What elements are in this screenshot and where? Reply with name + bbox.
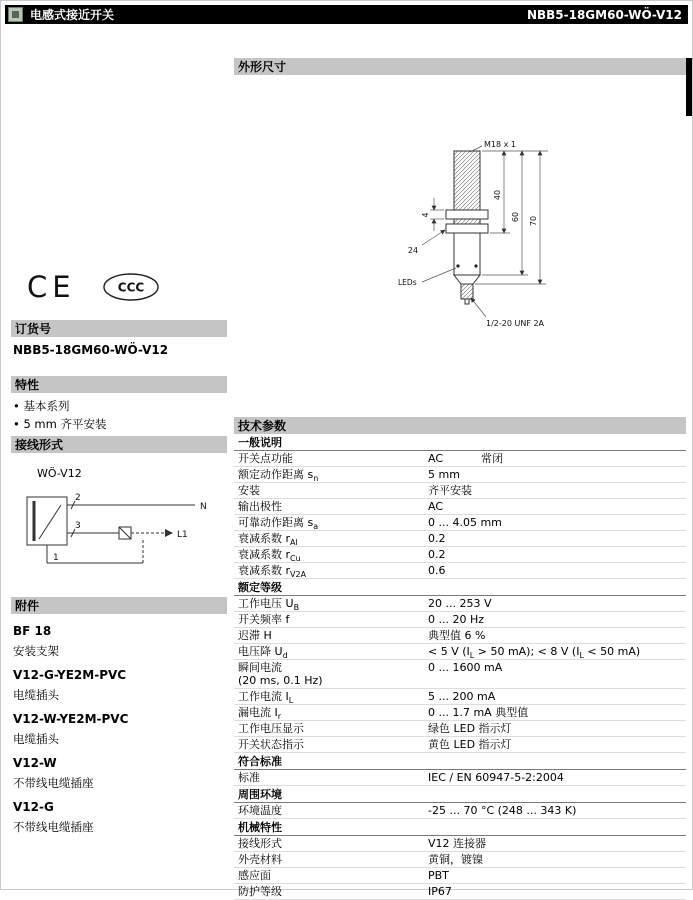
- spec-label: 迟滞 H: [238, 629, 272, 642]
- spec-value: 0.2: [428, 532, 446, 545]
- dim-label-leds: LEDs: [398, 278, 417, 287]
- left-column: [11, 58, 227, 834]
- accessory-name: BF 18: [13, 624, 52, 638]
- spec-label: 感应面: [238, 869, 271, 882]
- dimension-drawing-wrap: [382, 135, 686, 353]
- spec-label: 衰减系数 $r_{Cu}$: [238, 548, 301, 564]
- pin-1-label: 1: [53, 553, 59, 563]
- spec-row: [234, 803, 686, 819]
- certification-logos: [27, 270, 227, 304]
- order-number-value: NBB5-18GM60-WÖ-V12: [13, 343, 169, 357]
- feature-item: • 5 mm 齐平安装: [13, 417, 227, 432]
- spec-label: 衰减系数 $r_{V2A}$: [238, 564, 307, 580]
- spec-value: 0.2: [428, 548, 446, 561]
- section-accessories: 附件: [11, 597, 227, 614]
- spec-value: 20 ... 253 V: [428, 597, 492, 610]
- spec-row: [234, 483, 686, 499]
- accessory-desc: 电缆插头: [13, 688, 59, 702]
- dim-label-4: 4: [421, 212, 430, 218]
- dim-label-70: 70: [529, 215, 538, 227]
- dim-label-thread: M18 x 1: [484, 140, 516, 149]
- l1-arrow: [165, 529, 173, 537]
- pin-l1-label: L1: [177, 530, 188, 540]
- spec-label: 工作电压显示: [238, 722, 304, 735]
- spec-label: 衰减系数 $r_{Al}$: [238, 532, 298, 548]
- spec-row: [234, 737, 686, 753]
- ccc-mark-label: CCC: [117, 280, 144, 295]
- dimension-drawing: [382, 135, 607, 349]
- spec-value: 0 ... 1.7 mA 典型值: [428, 706, 529, 719]
- spec-value: 5 mm: [428, 468, 460, 481]
- led-dot: [474, 264, 477, 267]
- spec-value: -25 ... 70 °C (248 ... 343 K): [428, 804, 577, 817]
- spec-label: 防护等级: [238, 885, 282, 898]
- features-list: [13, 399, 227, 432]
- edge-marker: [686, 58, 692, 116]
- spec-value: 0 ... 4.05 mm: [428, 516, 502, 529]
- led-dot: [456, 264, 459, 267]
- spec-row: [234, 515, 686, 531]
- spec-row: [234, 884, 686, 900]
- spec-row: [234, 721, 686, 737]
- accessory-name: V12-W: [13, 756, 57, 770]
- spec-value: 0 ... 20 Hz: [428, 613, 485, 626]
- spec-value: 0.6: [428, 564, 446, 577]
- accessories-list: [13, 624, 227, 834]
- spec-value: 绿色 LED 指示灯: [428, 722, 512, 735]
- spec-value: < 5 V ($I_L > 50$ mA); < 8 V ($I_L < 50$ mA): [428, 645, 641, 661]
- dim-label-unf: 1/2-20 UNF 2A: [486, 319, 545, 328]
- spec-row: [234, 868, 686, 884]
- dim-label-60: 60: [511, 211, 520, 223]
- feature-item: • 基本系列: [13, 399, 227, 414]
- spec-value: 齐平安装: [428, 484, 472, 497]
- spec-row: [234, 705, 686, 721]
- spec-label: 漏电流 $I_r$: [238, 706, 282, 722]
- spec-label: 外壳材料: [238, 853, 282, 866]
- spec-row: [234, 612, 686, 628]
- accessory-name: V12-W-YE2M-PVC: [13, 712, 129, 726]
- spec-row: [234, 836, 686, 852]
- spec-label: 瞬间电流 (20 ms, 0.1 Hz): [238, 661, 323, 687]
- sensor-icon: [8, 7, 23, 22]
- spec-row: [234, 467, 686, 483]
- pin-n-label: N: [200, 502, 207, 512]
- spec-section-header: 符合标准: [234, 753, 686, 770]
- section-features: 特性: [11, 376, 227, 393]
- spec-row: [234, 451, 686, 467]
- dim-label-40: 40: [493, 189, 502, 201]
- right-column: [234, 58, 686, 900]
- spec-label: 工作电压 $U_B$: [238, 597, 300, 613]
- section-tech-data: 技术参数: [234, 417, 686, 434]
- spec-section-header: 额定等级: [234, 579, 686, 596]
- wiring-diagram-label: WÖ-V12: [37, 467, 82, 480]
- spec-row: [234, 770, 686, 786]
- spec-value: 典型值 6 %: [428, 629, 486, 642]
- spec-value: V12 连接器: [428, 837, 487, 850]
- spec-value: 0 ... 1600 mA: [428, 661, 503, 674]
- spec-label: 安装: [238, 484, 260, 497]
- spec-value: AC: [428, 500, 444, 513]
- spec-label: 可靠动作距离 $s_a$: [238, 516, 319, 532]
- spec-value: 黄铜，镀镍: [428, 853, 483, 866]
- dim-label-24: 24: [407, 246, 419, 255]
- spec-label: 输出极性: [238, 500, 282, 513]
- spec-value: 5 ... 200 mA: [428, 690, 496, 703]
- spec-row: [234, 644, 686, 660]
- spec-label: 环境温度: [238, 804, 282, 817]
- spec-label: 额定动作距离 $s_n$: [238, 468, 319, 484]
- accessory-desc: 不带线电缆插座: [13, 820, 94, 834]
- spec-section-header: 一般说明: [234, 434, 686, 451]
- accessory-name: V12-G-YE2M-PVC: [13, 668, 127, 682]
- tech-data-table: [234, 434, 686, 900]
- spec-row: [234, 531, 686, 547]
- spec-section-header: 机械特性: [234, 819, 686, 836]
- spec-value: IEC / EN 60947-5-2:2004: [428, 771, 564, 784]
- spec-section-header: 周围环境: [234, 786, 686, 803]
- ce-mark: CE: [27, 270, 76, 304]
- spec-label: 开关点功能: [238, 452, 293, 465]
- product-code-header: NBB5-18GM60-WÖ-V12: [526, 7, 682, 22]
- wiring-diagram: [19, 483, 225, 583]
- spec-row: [234, 689, 686, 705]
- spec-value: 黄色 LED 指示灯: [428, 738, 512, 751]
- spec-row: [234, 852, 686, 868]
- spec-label: 开关状态指示: [238, 738, 304, 751]
- spec-row: [234, 628, 686, 644]
- spec-row: [234, 499, 686, 515]
- accessory-name: V12-G: [13, 800, 54, 814]
- page-title: 电感式接近开关: [30, 8, 115, 22]
- section-order-number: 订货号: [11, 320, 227, 337]
- accessory-desc: 安装支架: [13, 644, 59, 658]
- accessory-desc: 电缆插头: [13, 732, 59, 746]
- spec-row: [234, 563, 686, 579]
- spec-label: 电压降 $U_d$: [238, 645, 288, 661]
- ccc-mark: [102, 272, 160, 302]
- spec-row: [234, 660, 686, 689]
- spec-value: AC 常闭: [428, 452, 504, 465]
- spec-row: [234, 596, 686, 612]
- spec-label: 接线形式: [238, 837, 282, 850]
- section-dimensions: 外形尺寸: [234, 58, 686, 75]
- pin-2-label: 2: [75, 493, 81, 503]
- spec-label: 开关频率 f: [238, 613, 290, 626]
- spec-value: PBT: [428, 869, 449, 882]
- spec-row: [234, 547, 686, 563]
- pin-3-label: 3: [75, 521, 81, 531]
- spec-value: IP67: [428, 885, 452, 898]
- section-connection: 接线形式: [11, 436, 227, 453]
- spec-label: 工作电流 $I_L$: [238, 690, 294, 706]
- header-bar: [5, 5, 688, 24]
- spec-label: 标准: [238, 771, 260, 784]
- accessory-desc: 不带线电缆插座: [13, 776, 94, 790]
